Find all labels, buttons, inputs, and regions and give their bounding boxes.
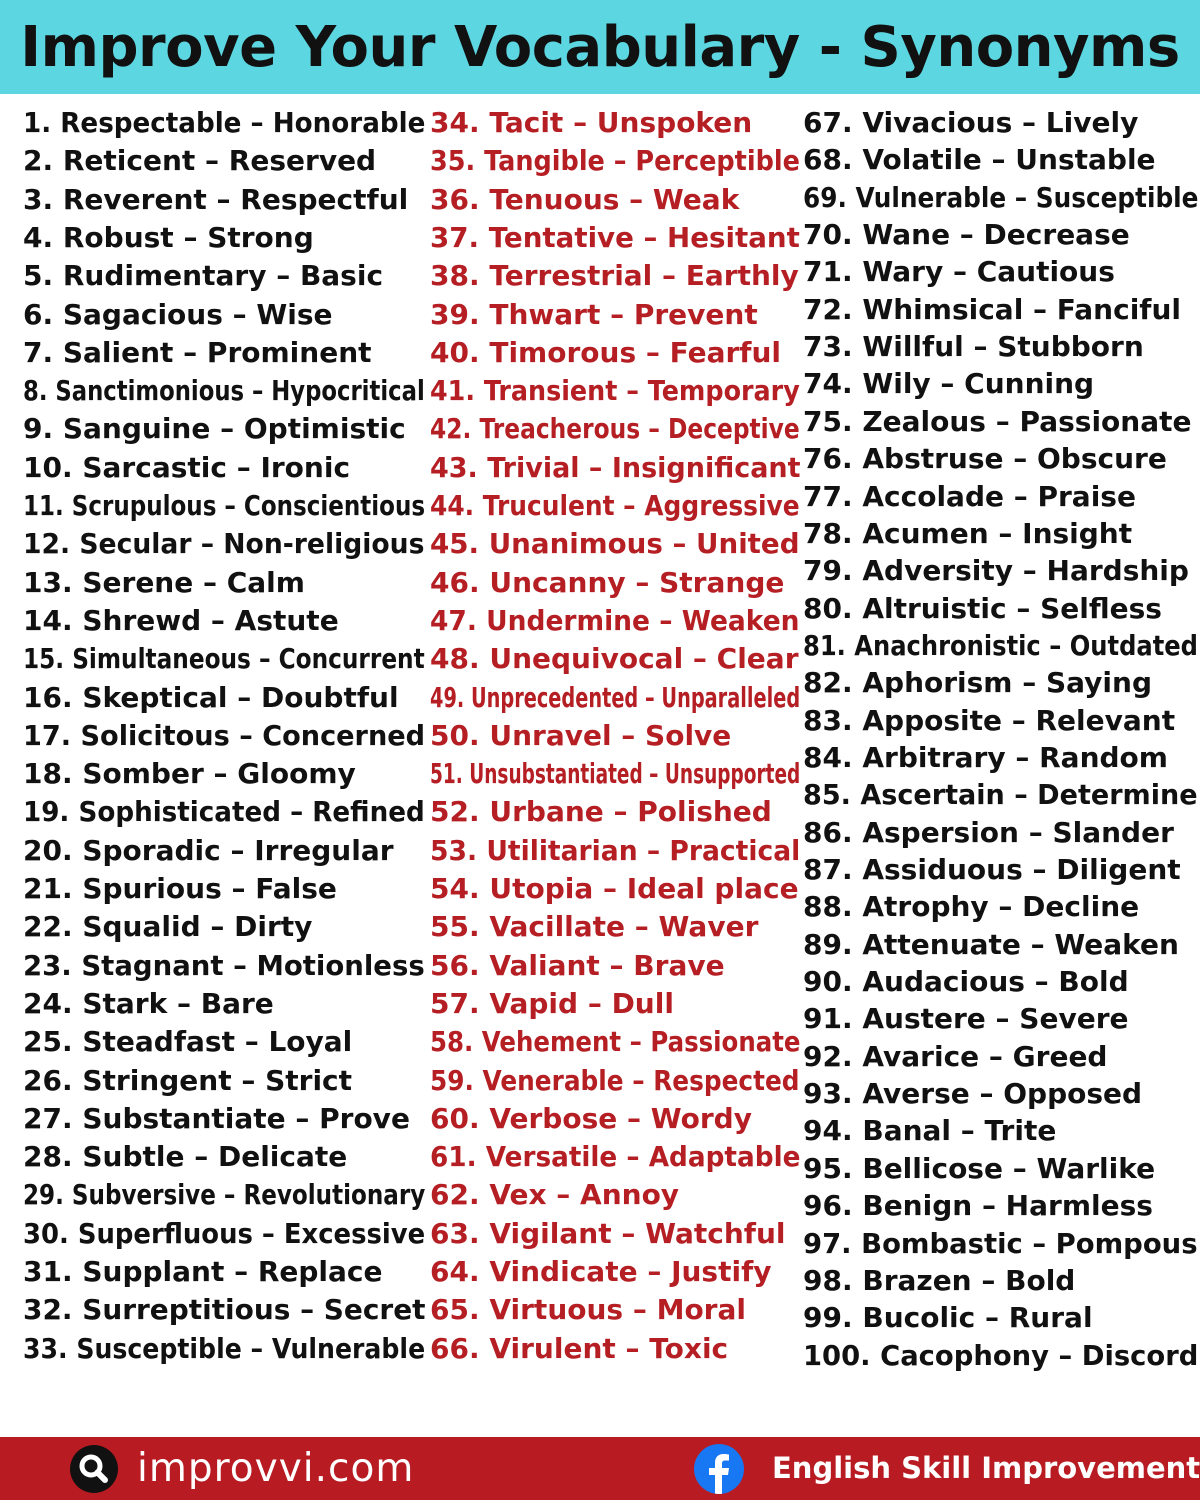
synonym-entry: 35. Tangible – Perceptible <box>430 144 800 178</box>
synonym-entry: 54. Utopia – Ideal place <box>430 872 799 905</box>
synonym-entry: 21. Spurious – False <box>23 872 337 905</box>
synonym-entry: 45. Unanimous – United <box>430 527 800 561</box>
synonym-entry: 80. Altruistic – Selfless <box>803 591 1162 625</box>
synonym-entry: 98. Brazen – Bold <box>803 1263 1076 1297</box>
synonym-entry: 20. Sporadic – Irregular <box>23 833 394 867</box>
synonym-entry: 85. Ascertain – Determine <box>803 778 1198 812</box>
synonym-entry: 74. Wily – Cunning <box>803 367 1095 401</box>
synonym-entry: 81. Anachronistic – Outdated <box>803 628 1199 662</box>
synonym-entry: 30. Superfluous – Excessive <box>23 1216 426 1250</box>
synonym-entry: 49. Unprecedented – Unparalleled <box>430 680 801 714</box>
synonym-entry: 60. Verbose – Wordy <box>430 1101 752 1135</box>
synonym-entry: 68. Volatile – Unstable <box>803 143 1156 177</box>
synonym-entry: 76. Abstruse – Obscure <box>803 442 1167 476</box>
synonym-entry: 27. Substantiate – Prove <box>23 1101 410 1135</box>
synonym-entry: 15. Simultaneous – Concurrent <box>23 642 425 676</box>
synonym-entry: 92. Avarice – Greed <box>803 1039 1108 1073</box>
synonym-entry: 23. Stagnant – Motionless <box>23 948 425 982</box>
synonym-entry: 32. Surreptitious – Secret <box>23 1293 426 1327</box>
synonym-entry: 57. Vapid – Dull <box>430 986 674 1020</box>
synonym-entry: 100. Cacophony – Discord <box>803 1338 1199 1372</box>
synonym-entry: 61. Versatile – Adaptable <box>430 1140 801 1174</box>
synonym-entry: 67. Vivacious – Lively <box>803 106 1139 139</box>
search-icon <box>70 1445 118 1493</box>
synonym-entry: 16. Skeptical – Doubtful <box>23 680 399 714</box>
footer-bar <box>0 1437 1200 1500</box>
synonym-entry: 6. Sagacious – Wise <box>23 297 333 331</box>
synonym-entry: 17. Solicitous – Concerned <box>23 718 426 752</box>
synonym-entry: 94. Banal – Trite <box>803 1114 1057 1148</box>
synonym-entry: 95. Bellicose – Warlike <box>803 1151 1156 1185</box>
synonym-entry: 33. Susceptible – Vulnerable <box>23 1331 426 1365</box>
synonym-entry: 83. Apposite – Relevant <box>803 703 1176 737</box>
synonym-entry: 37. Tentative – Hesitant <box>430 220 800 254</box>
synonym-entry: 53. Utilitarian – Practical <box>430 833 801 867</box>
synonym-entry: 77. Accolade – Praise <box>803 479 1136 513</box>
synonym-entry: 78. Acumen – Insight <box>803 516 1133 550</box>
title-banner <box>0 0 1200 94</box>
synonym-entry: 48. Unequivocal – Clear <box>430 642 799 676</box>
synonym-entry: 70. Wane – Decrease <box>803 218 1130 252</box>
synonym-entry: 86. Aspersion – Slander <box>803 815 1174 849</box>
synonym-entry: 47. Undermine – Weaken <box>430 603 800 637</box>
synonym-entry: 55. Vacillate – Waver <box>430 910 759 944</box>
synonym-entry: 5. Rudimentary – Basic <box>23 259 384 293</box>
synonym-entry: 1. Respectable – Honorable <box>23 106 426 139</box>
synonym-entry: 72. Whimsical – Fanciful <box>803 292 1182 326</box>
synonym-entry: 65. Virtuous – Moral <box>430 1293 746 1327</box>
synonym-entry: 13. Serene – Calm <box>23 565 305 599</box>
synonym-entry: 38. Terrestrial – Earthly <box>430 259 799 293</box>
synonym-entry: 31. Supplant – Replace <box>23 1255 383 1288</box>
synonym-entry: 79. Adversity – Hardship <box>803 554 1189 588</box>
synonym-entry: 28. Subtle – Delicate <box>23 1140 348 1174</box>
synonym-entry: 25. Steadfast – Loyal <box>23 1025 353 1059</box>
synonym-entry: 12. Secular – Non-religious <box>23 527 425 561</box>
facebook-page-name[interactable]: English Skill Improvement <box>772 1451 1200 1485</box>
synonym-entry: 71. Wary – Cautious <box>803 255 1115 289</box>
synonym-entry: 36. Tenuous – Weak <box>430 182 740 216</box>
synonym-entry: 19. Sophisticated – Refined <box>23 795 425 829</box>
synonym-entry: 14. Shrewd – Astute <box>23 603 339 637</box>
synonym-entry: 9. Sanguine – Optimistic <box>23 412 406 446</box>
synonym-entry: 91. Austere – Severe <box>803 1002 1129 1036</box>
synonym-entry: 3. Reverent – Respectful <box>23 182 409 216</box>
synonym-entry: 69. Vulnerable – Susceptible <box>803 180 1199 214</box>
synonym-entry: 63. Vigilant – Watchful <box>430 1216 786 1250</box>
synonym-entry: 44. Truculent – Aggressive <box>430 489 800 522</box>
synonym-entry: 73. Willful – Stubborn <box>803 330 1144 364</box>
synonym-entry: 51. Unsubstantiated – Unsupported <box>430 757 801 791</box>
synonym-entry: 26. Stringent – Strict <box>23 1063 353 1097</box>
synonym-entry: 29. Subversive – Revolutionary <box>23 1178 426 1212</box>
synonym-entry: 52. Urbane – Polished <box>430 795 772 829</box>
synonym-entry: 93. Averse – Opposed <box>803 1077 1143 1111</box>
synonym-entry: 66. Virulent – Toxic <box>430 1331 729 1365</box>
synonym-entry: 96. Benign – Harmless <box>803 1189 1153 1223</box>
synonym-entry: 7. Salient – Prominent <box>23 335 372 369</box>
synonym-entry: 43. Trivial – Insignificant <box>430 450 801 484</box>
synonym-entry: 99. Bucolic – Rural <box>803 1301 1093 1335</box>
synonym-entry: 39. Thwart – Prevent <box>430 297 758 331</box>
synonym-entry: 75. Zealous – Passionate <box>803 404 1192 438</box>
synonym-entry: 40. Timorous – Fearful <box>430 335 781 369</box>
synonym-entry: 62. Vex – Annoy <box>430 1178 680 1212</box>
facebook-icon <box>694 1444 744 1494</box>
synonym-entry: 11. Scrupulous – Conscientious <box>23 489 426 522</box>
synonym-entry: 90. Audacious – Bold <box>803 965 1129 999</box>
synonym-entry: 24. Stark – Bare <box>23 986 274 1020</box>
synonym-entry: 97. Bombastic – Pompous <box>803 1226 1198 1260</box>
page-title: Improve Your Vocabulary - Synonyms <box>20 14 1180 80</box>
synonym-entry: 59. Venerable – Respected <box>430 1063 800 1097</box>
synonym-entry: 87. Assiduous – Diligent <box>803 853 1181 886</box>
synonym-entry: 18. Somber – Gloomy <box>23 757 356 791</box>
synonym-entry: 58. Vehement – Passionate <box>430 1025 801 1059</box>
synonym-entry: 4. Robust – Strong <box>23 220 314 254</box>
synonym-entry: 34. Tacit – Unspoken <box>430 106 753 139</box>
synonym-entry: 2. Reticent – Reserved <box>23 144 377 178</box>
synonym-entry: 46. Uncanny – Strange <box>430 565 785 599</box>
synonym-entry: 42. Treacherous – Deceptive <box>430 412 800 446</box>
synonym-entry: 84. Arbitrary – Random <box>803 740 1168 774</box>
website-link[interactable]: improvvi.com <box>137 1446 415 1491</box>
synonym-entry: 89. Attenuate – Weaken <box>803 927 1179 961</box>
synonym-entry: 8. Sanctimonious – Hypocritical <box>23 374 425 408</box>
synonym-entry: 88. Atrophy – Decline <box>803 890 1140 924</box>
synonym-entry: 22. Squalid – Dirty <box>23 910 313 944</box>
synonym-entry: 64. Vindicate – Justify <box>430 1255 772 1288</box>
synonym-entry: 10. Sarcastic – Ironic <box>23 450 351 484</box>
synonym-entry: 50. Unravel – Solve <box>430 718 732 752</box>
synonym-entry: 56. Valiant – Brave <box>430 948 725 982</box>
synonym-entry: 41. Transient – Temporary <box>430 374 800 408</box>
synonym-entry: 82. Aphorism – Saying <box>803 666 1153 700</box>
